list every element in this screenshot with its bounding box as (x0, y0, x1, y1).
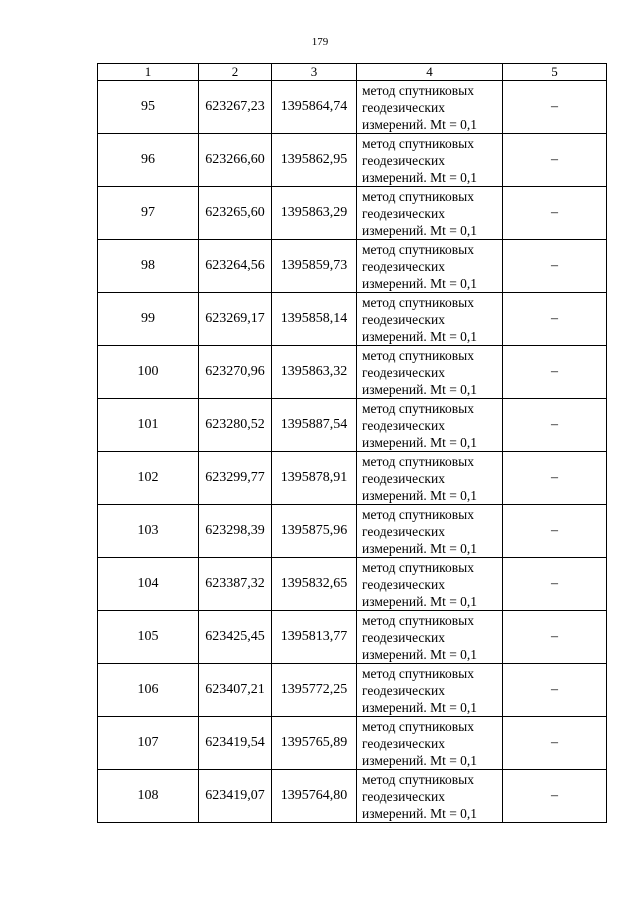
point-number-cell: 106 (98, 664, 199, 717)
method-text-line: метод спутниковых (362, 135, 474, 151)
note-cell: – (503, 346, 607, 399)
point-number-cell: 97 (98, 187, 199, 240)
method-text-line: геодезических (362, 99, 445, 115)
method-text-line: метод спутниковых (362, 665, 474, 681)
method-text-line: геодезических (362, 258, 445, 274)
method-text-line: метод спутниковых (362, 82, 474, 98)
method-text-line: измерений. Mt = 0,1 (362, 593, 478, 609)
method-text-line: метод спутниковых (362, 347, 474, 363)
note-cell: – (503, 240, 607, 293)
y-coordinate-cell: 1395772,25 (272, 664, 357, 717)
x-coordinate-cell: 623298,39 (199, 505, 272, 558)
table-row (98, 399, 607, 452)
x-coordinate-cell: 623387,32 (199, 558, 272, 611)
point-number-cell: 98 (98, 240, 199, 293)
method-text-line: измерений. Mt = 0,1 (362, 699, 478, 715)
table-row (98, 81, 607, 134)
column-header: 5 (503, 64, 607, 81)
note-cell: – (503, 558, 607, 611)
table-row (98, 505, 607, 558)
method-cell (357, 452, 503, 505)
method-text-line: измерений. Mt = 0,1 (362, 540, 478, 556)
note-cell: – (503, 293, 607, 346)
y-coordinate-cell: 1395862,95 (272, 134, 357, 187)
method-text-line: измерений. Mt = 0,1 (362, 169, 478, 185)
method-text-line: измерений. Mt = 0,1 (362, 328, 478, 344)
point-number-cell: 105 (98, 611, 199, 664)
table-body (98, 81, 607, 823)
point-number-cell: 102 (98, 452, 199, 505)
method-cell (357, 399, 503, 452)
method-cell (357, 505, 503, 558)
method-cell (357, 346, 503, 399)
table-row (98, 717, 607, 770)
method-text-line: геодезических (362, 788, 445, 804)
point-number-cell: 104 (98, 558, 199, 611)
note-cell: – (503, 81, 607, 134)
x-coordinate-cell: 623299,77 (199, 452, 272, 505)
note-cell: – (503, 134, 607, 187)
y-coordinate-cell: 1395875,96 (272, 505, 357, 558)
x-coordinate-cell: 623407,21 (199, 664, 272, 717)
x-coordinate-cell: 623264,56 (199, 240, 272, 293)
method-text-line: метод спутниковых (362, 400, 474, 416)
y-coordinate-cell: 1395764,80 (272, 770, 357, 823)
x-coordinate-cell: 623265,60 (199, 187, 272, 240)
column-header: 2 (199, 64, 272, 81)
method-text-line: измерений. Mt = 0,1 (362, 646, 478, 662)
point-number-cell: 96 (98, 134, 199, 187)
column-header: 3 (272, 64, 357, 81)
method-text-line: измерений. Mt = 0,1 (362, 805, 478, 821)
table-row (98, 293, 607, 346)
method-cell (357, 134, 503, 187)
method-text-line: метод спутниковых (362, 771, 474, 787)
point-number-cell: 103 (98, 505, 199, 558)
method-text-line: измерений. Mt = 0,1 (362, 487, 478, 503)
point-number-cell: 95 (98, 81, 199, 134)
table-row (98, 134, 607, 187)
method-cell (357, 81, 503, 134)
y-coordinate-cell: 1395813,77 (272, 611, 357, 664)
table-row (98, 452, 607, 505)
x-coordinate-cell: 623269,17 (199, 293, 272, 346)
table-row (98, 346, 607, 399)
point-number-cell: 101 (98, 399, 199, 452)
point-number-cell: 108 (98, 770, 199, 823)
method-text-line: измерений. Mt = 0,1 (362, 275, 478, 291)
table-header-row (98, 64, 607, 81)
y-coordinate-cell: 1395859,73 (272, 240, 357, 293)
page-number: 179 (311, 36, 329, 48)
x-coordinate-cell: 623280,52 (199, 399, 272, 452)
method-text-line: геодезических (362, 417, 445, 433)
method-text-line: геодезических (362, 152, 445, 168)
y-coordinate-cell: 1395863,32 (272, 346, 357, 399)
method-text-line: геодезических (362, 470, 445, 486)
method-text-line: метод спутниковых (362, 294, 474, 310)
method-text-line: метод спутниковых (362, 453, 474, 469)
method-text-line: метод спутниковых (362, 559, 474, 575)
method-cell (357, 717, 503, 770)
y-coordinate-cell: 1395863,29 (272, 187, 357, 240)
x-coordinate-cell: 623267,23 (199, 81, 272, 134)
method-text-line: измерений. Mt = 0,1 (362, 222, 478, 238)
method-cell (357, 611, 503, 664)
method-text-line: геодезических (362, 629, 445, 645)
note-cell: – (503, 399, 607, 452)
method-cell (357, 558, 503, 611)
method-cell (357, 664, 503, 717)
table-row (98, 611, 607, 664)
x-coordinate-cell: 623419,54 (199, 717, 272, 770)
method-text-line: геодезических (362, 205, 445, 221)
column-header: 4 (357, 64, 503, 81)
method-text-line: измерений. Mt = 0,1 (362, 752, 478, 768)
x-coordinate-cell: 623419,07 (199, 770, 272, 823)
note-cell: – (503, 452, 607, 505)
table-row (98, 558, 607, 611)
table-row (98, 240, 607, 293)
method-text-line: метод спутниковых (362, 241, 474, 257)
point-number-cell: 107 (98, 717, 199, 770)
note-cell: – (503, 611, 607, 664)
method-text-line: метод спутниковых (362, 718, 474, 734)
method-text-line: измерений. Mt = 0,1 (362, 434, 478, 450)
table-row (98, 187, 607, 240)
method-text-line: геодезических (362, 735, 445, 751)
method-cell (357, 240, 503, 293)
method-text-line: геодезических (362, 682, 445, 698)
point-number-cell: 99 (98, 293, 199, 346)
x-coordinate-cell: 623425,45 (199, 611, 272, 664)
method-cell (357, 293, 503, 346)
y-coordinate-cell: 1395887,54 (272, 399, 357, 452)
method-text-line: измерений. Mt = 0,1 (362, 381, 478, 397)
y-coordinate-cell: 1395765,89 (272, 717, 357, 770)
y-coordinate-cell: 1395858,14 (272, 293, 357, 346)
note-cell: – (503, 770, 607, 823)
method-cell (357, 770, 503, 823)
column-header: 1 (98, 64, 199, 81)
note-cell: – (503, 505, 607, 558)
method-text-line: геодезических (362, 311, 445, 327)
method-cell (357, 187, 503, 240)
table-row (98, 770, 607, 823)
method-text-line: измерений. Mt = 0,1 (362, 116, 478, 132)
note-cell: – (503, 187, 607, 240)
point-number-cell: 100 (98, 346, 199, 399)
x-coordinate-cell: 623270,96 (199, 346, 272, 399)
method-text-line: метод спутниковых (362, 612, 474, 628)
y-coordinate-cell: 1395878,91 (272, 452, 357, 505)
method-text-line: геодезических (362, 523, 445, 539)
method-text-line: метод спутниковых (362, 506, 474, 522)
table-row (98, 664, 607, 717)
method-text-line: метод спутниковых (362, 188, 474, 204)
method-text-line: геодезических (362, 576, 445, 592)
x-coordinate-cell: 623266,60 (199, 134, 272, 187)
coordinates-table (97, 63, 607, 823)
y-coordinate-cell: 1395832,65 (272, 558, 357, 611)
method-text-line: геодезических (362, 364, 445, 380)
note-cell: – (503, 664, 607, 717)
note-cell: – (503, 717, 607, 770)
y-coordinate-cell: 1395864,74 (272, 81, 357, 134)
